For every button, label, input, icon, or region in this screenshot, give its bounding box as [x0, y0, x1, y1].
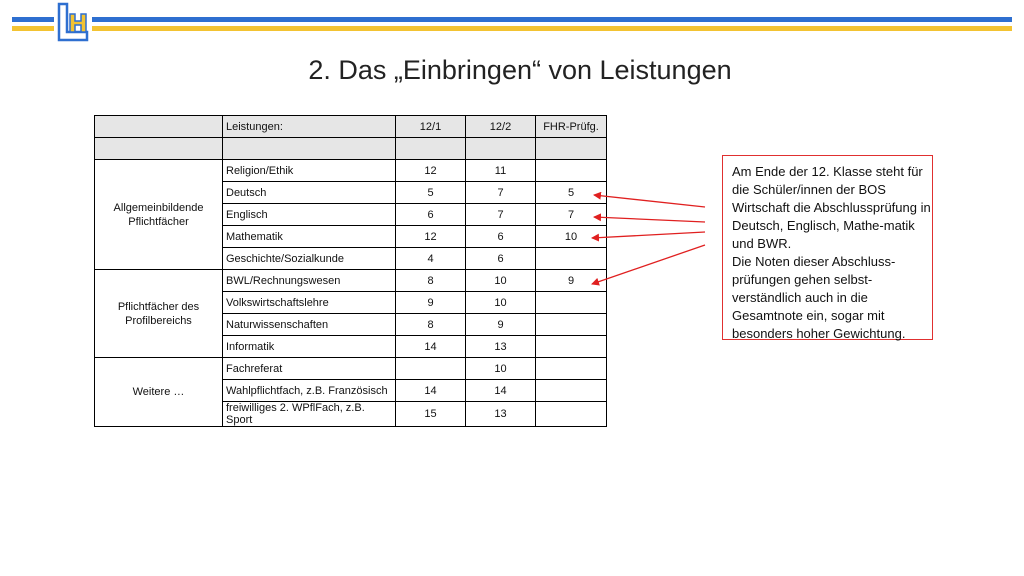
- grade-fhr: [536, 160, 607, 182]
- arrow-to-bwl: [592, 245, 705, 284]
- table-row: [95, 160, 607, 182]
- grade-fhr: [536, 402, 607, 427]
- subject-cell: Englisch: [223, 204, 396, 226]
- subject-cell: Geschichte/Sozialkunde: [223, 248, 396, 270]
- subject-cell: Informatik: [223, 336, 396, 358]
- info-text-paragraph-1: Am Ende der 12. Klasse steht für die Schüler/innen der BOS Wirtschaft die Abschlussprüfung in Deutsch, Englisch, Mathe-matik und BWR.: [732, 164, 931, 251]
- subject-cell: Naturwissenschaften: [223, 314, 396, 336]
- school-logo-icon: [54, 2, 92, 42]
- grade-12-2: 6: [466, 248, 536, 270]
- grade-fhr: [536, 248, 607, 270]
- table-row: [95, 358, 607, 380]
- subject-cell: BWL/Rechnungswesen: [223, 270, 396, 292]
- grade-12-2: 14: [466, 380, 536, 402]
- subject-cell: freiwilliges 2. WPflFach, z.B. Sport: [223, 402, 396, 427]
- grade-12-2: 9: [466, 314, 536, 336]
- grade-12-2: 10: [466, 292, 536, 314]
- group-label-weitere: Weitere …: [95, 358, 223, 427]
- header-subject-cell: Leistungen:: [223, 116, 396, 138]
- subject-cell: Deutsch: [223, 182, 396, 204]
- header-col-12-2: 12/2: [466, 116, 536, 138]
- grade-fhr: 7: [536, 204, 607, 226]
- grade-fhr: [536, 314, 607, 336]
- subject-cell: Volkswirtschaftslehre: [223, 292, 396, 314]
- grade-12-1: 8: [396, 314, 466, 336]
- header-stripe-blue: [12, 17, 1012, 22]
- group-label-profilbereich: Pflichtfächer des Profilbereichs: [95, 270, 223, 358]
- header-stripe-yellow: [12, 26, 1012, 31]
- header-col-fhr: FHR-Prüfg.: [536, 116, 607, 138]
- grade-12-2: 10: [466, 358, 536, 380]
- grade-12-1: 12: [396, 226, 466, 248]
- header-col-12-1: 12/1: [396, 116, 466, 138]
- group-label-allgemeinbildend: Allgemeinbildende Pflichtfächer: [95, 160, 223, 270]
- grade-12-2: 11: [466, 160, 536, 182]
- grade-fhr: [536, 380, 607, 402]
- subject-cell: Religion/Ethik: [223, 160, 396, 182]
- subject-cell: Fachreferat: [223, 358, 396, 380]
- grade-12-1: 5: [396, 182, 466, 204]
- grade-12-1: 14: [396, 380, 466, 402]
- info-callout-box: [722, 155, 933, 340]
- grade-12-2: 7: [466, 182, 536, 204]
- grade-fhr: [536, 336, 607, 358]
- grade-12-2: 13: [466, 336, 536, 358]
- grade-fhr: 10: [536, 226, 607, 248]
- grade-12-1: 15: [396, 402, 466, 427]
- grade-12-1: 8: [396, 270, 466, 292]
- grade-fhr: [536, 358, 607, 380]
- table-row: [95, 270, 607, 292]
- subject-cell: Mathematik: [223, 226, 396, 248]
- grade-fhr: 9: [536, 270, 607, 292]
- grade-12-1: 14: [396, 336, 466, 358]
- grade-12-2: 6: [466, 226, 536, 248]
- grade-fhr: [536, 292, 607, 314]
- subject-cell: Wahlpflichtfach, z.B. Französisch: [223, 380, 396, 402]
- arrow-to-englisch: [594, 217, 705, 222]
- grade-12-1: [396, 358, 466, 380]
- arrow-to-mathematik: [592, 232, 705, 238]
- grade-fhr: 5: [536, 182, 607, 204]
- grade-12-2: 13: [466, 402, 536, 427]
- grade-12-1: 12: [396, 160, 466, 182]
- table-spacer-row: [95, 138, 607, 160]
- grade-12-1: 4: [396, 248, 466, 270]
- info-text-paragraph-2: Die Noten dieser Abschluss-prüfungen gehen selbst-verständlich auch in die Gesamtnote ein, sogar mit besonders hoher Gewichtung.: [732, 254, 906, 341]
- grade-12-1: 6: [396, 204, 466, 226]
- table-header-row: [95, 116, 607, 138]
- grade-12-2: 10: [466, 270, 536, 292]
- arrow-to-deutsch: [594, 195, 705, 207]
- grades-table: [94, 115, 607, 427]
- slide-title: 2. Das „Einbringen“ von Leistungen: [308, 55, 732, 85]
- grade-12-1: 9: [396, 292, 466, 314]
- header-group-cell: [95, 116, 223, 138]
- grade-12-2: 7: [466, 204, 536, 226]
